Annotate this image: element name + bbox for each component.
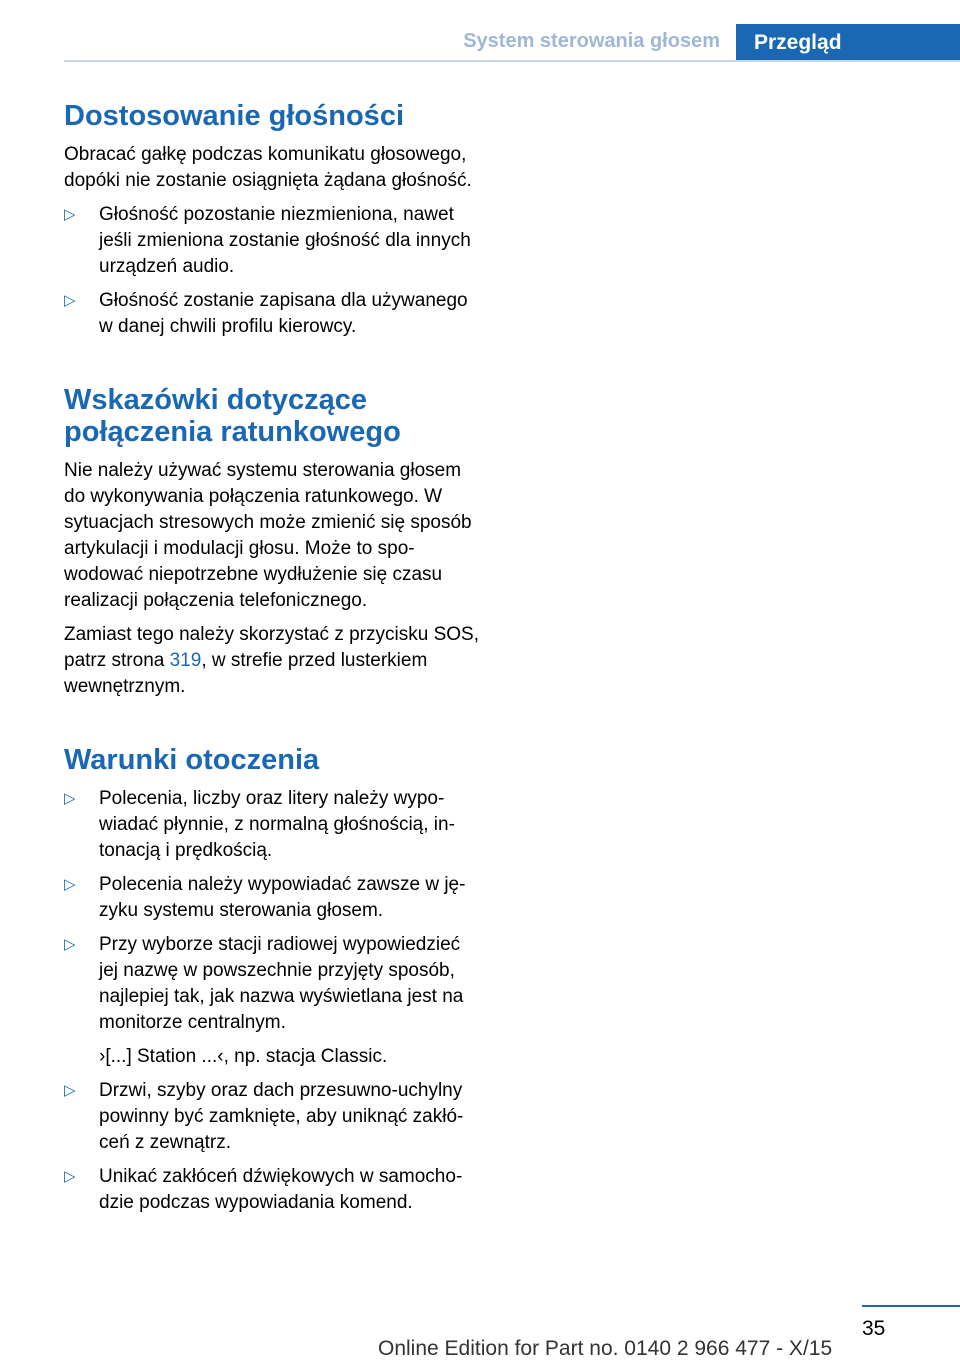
triangle-bullet-icon: ▷ [64, 1082, 76, 1099]
section-title-emergency: Wskazówki dotyczące połączenia ratunkowego [64, 384, 401, 448]
list-item [64, 1078, 484, 1156]
list-item [64, 786, 484, 864]
triangle-bullet-icon: ▷ [64, 790, 76, 807]
sos-text-after: , w strefie przed lusterkiem wewnętrznym. [64, 650, 428, 697]
environment-list [64, 786, 484, 1216]
example-command: ›[...] Station ...‹, np. stacja Classic. [99, 1046, 388, 1067]
emergency-sos-paragraph [64, 622, 484, 700]
triangle-bullet-icon: ▷ [64, 292, 76, 309]
triangle-bullet-icon: ▷ [64, 206, 76, 223]
volume-intro: Obracać gałkę podczas komunikatu głosowego, dopóki nie zostanie osiągnięta żądana głośność. [64, 144, 472, 191]
list-item [64, 202, 484, 280]
list-item-text: Polecenia należy wypowiadać zawsze w języku systemu sterowania głosem. [99, 874, 466, 921]
main-column [64, 100, 484, 1216]
emergency-paragraph: Nie należy używać systemu sterowania głosem do wykonywania połączenia ratunkowego. W sytuacjach stresowych może zmienić się sposób artykulacji i modulacji głosu. Może to spowodować niepotrzebne wydłużenie się czasu realizacji połączenia telefonicznego. [64, 460, 472, 611]
section-title-volume: Dostosowanie głośności [64, 100, 404, 132]
triangle-bullet-icon: ▷ [64, 876, 76, 893]
list-item [64, 288, 484, 340]
list-item [64, 1164, 484, 1216]
list-item-text: Unikać zakłóceń dźwiękowych w samochodzie podczas wypowiadania komend. [99, 1166, 463, 1213]
header-tab: Przegląd [736, 24, 960, 62]
triangle-bullet-icon: ▷ [64, 1168, 76, 1185]
header-section-title: System sterowania głosem [463, 30, 720, 52]
list-item [64, 932, 484, 1070]
sos-text-before: Zamiast tego należy skorzystać z przycisku SOS, patrz strona [64, 624, 479, 671]
list-item [64, 872, 484, 924]
page-number: 35 [862, 1317, 886, 1340]
volume-list [64, 202, 484, 340]
triangle-bullet-icon: ▷ [64, 936, 76, 953]
list-item-text: Głośność zostanie zapisana dla używanego w danej chwili profilu kierowcy. [99, 290, 468, 337]
footer-divider [862, 1305, 960, 1307]
section-title-environment: Warunki otoczenia [64, 744, 320, 776]
header-divider [64, 60, 960, 62]
list-item-text: Polecenia, liczby oraz litery należy wypowiadać płynnie, z normalną głośnością, intonacją i prędkością. [99, 788, 455, 861]
edition-note: Online Edition for Part no. 0140 2 966 477 - X/15 [378, 1337, 833, 1360]
list-item-text: Przy wyborze stacji radiowej wypowiedzieć jej nazwę w powszechnie przyjęty sposób, najlepiej tak, jak nazwa wyświetlana jest na monitorze centralnym. [99, 934, 464, 1033]
list-item-text: Głośność pozostanie niezmieniona, nawet jeśli zmieniona zostanie głośność dla innych urządzeń audio. [99, 204, 471, 277]
page-link[interactable]: 319 [169, 650, 202, 671]
list-item-text: Drzwi, szyby oraz dach przesuwno-uchylny powinny być zamknięte, aby uniknąć zakłóceń z zewnątrz. [99, 1080, 464, 1153]
